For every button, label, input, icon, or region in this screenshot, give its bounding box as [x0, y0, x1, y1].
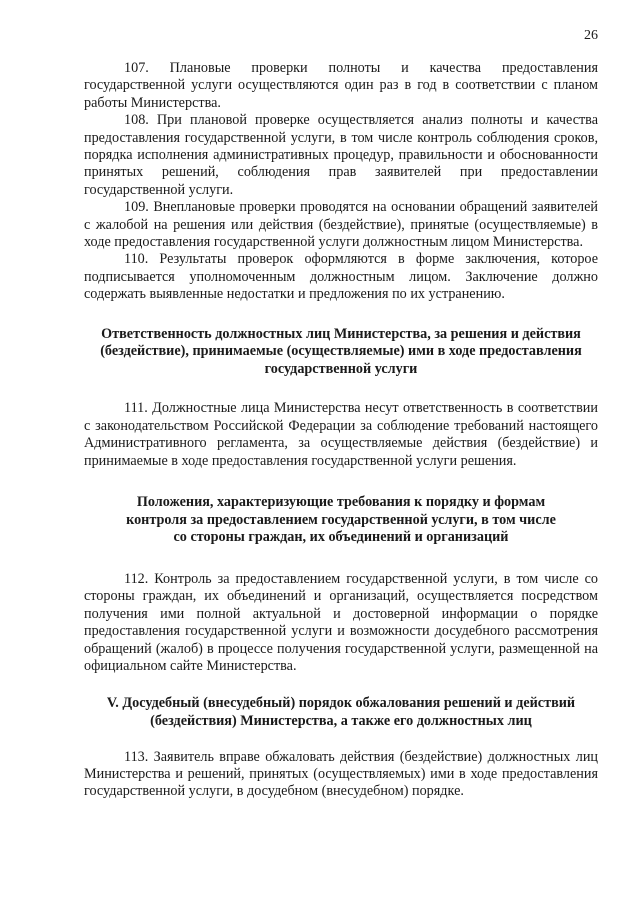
paragraph-108: 108. При плановой проверке осуществляется анализ полноты и качества предоставления государственной услуги, в том числе контроль соблюдения сроков, порядка исполнения административных процедур, правильности и обоснованности принятых решений, соблюдения прав заявителей при предоставлении государственной услуги.: [84, 112, 598, 198]
heading-control-forms: Положения, характеризующие требования к порядку и формам контроля за предоставлением государственной услуги, в том числе со стороны граждан, их объединений и организаций: [126, 494, 556, 546]
paragraph-113: 113. Заявитель вправе обжаловать действия (бездействие) должностных лиц Министерства и решений, принятых (осуществляемых) ими в ходе предоставления государственной услуги, в досудебном (внесудебном) порядке.: [84, 748, 598, 800]
paragraph-110: 110. Результаты проверок оформляются в форме заключения, которое подписывается уполномоченным должностным лицом. Заключение должно содержать выявленные недостатки и предложения по их устранению.: [84, 251, 598, 303]
document-body: [84, 60, 598, 801]
paragraph-107: 107. Плановые проверки полноты и качества предоставления государственной услуги осуществляются один раз в год в соответствии с планом работы Министерства.: [84, 60, 598, 111]
paragraph-109: 109. Внеплановые проверки проводятся на основании обращений заявителей с жалобой на решения или действия (бездействие), принятые (осуществляемые) в ходе предоставления государственной услуги должностным лицом Министерства.: [84, 199, 598, 251]
paragraph-111: 111. Должностные лица Министерства несут ответственность в соответствии с законодательством Российской Федерации за соблюдение требований настоящего Административного регламента, за осуществляемые действия (бездействие) и принимаемые в ходе предоставления государственной услуги решения.: [84, 400, 598, 469]
paragraph-112: 112. Контроль за предоставлением государственной услуги, в том числе со стороны граждан, их объединений и организаций, осуществляется посредством получения ими полной актуальной и достоверной информации о порядке предоставления государственной услуги и возможности досудебного рассмотрения обращений (жалоб) в процессе получения государственной услуги, размещенной на официальном сайте Министерства.: [84, 570, 598, 674]
heading-appeal-section: V. Досудебный (внесудебный) порядок обжалования решений и действий (бездействия) Министерства, а также его должностных лиц: [106, 695, 576, 729]
heading-responsibility: Ответственность должностных лиц Министерства, за решения и действия (бездействие), принимаемые (осуществляемые) ими в ходе предоставления государственной услуги: [100, 325, 582, 377]
page-number: 26: [584, 28, 598, 43]
